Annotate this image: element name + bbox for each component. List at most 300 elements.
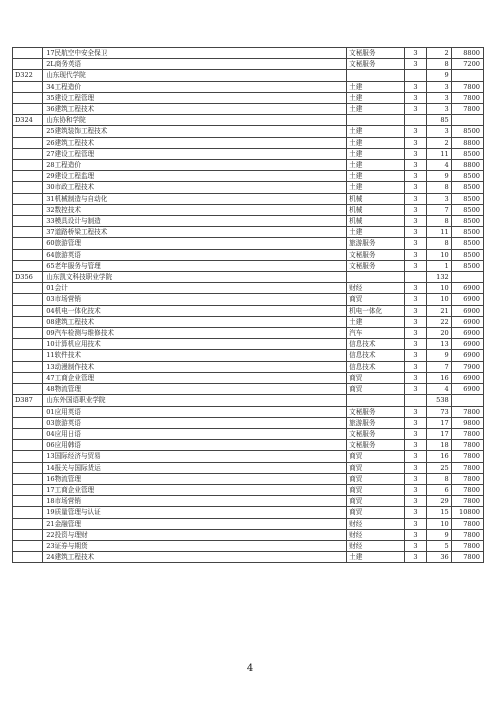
school-code-cell — [13, 238, 43, 249]
category-cell: 机电一体化 — [347, 305, 405, 316]
years-cell: 3 — [405, 182, 426, 193]
plan-count-cell: 29 — [426, 496, 451, 507]
tuition-fee-cell: 8500 — [451, 182, 483, 193]
years-cell: 3 — [405, 160, 426, 171]
school-code-cell — [13, 305, 43, 316]
table-row — [13, 171, 484, 182]
tuition-fee-cell: 8500 — [451, 260, 483, 271]
school-code-cell — [13, 372, 43, 383]
plan-count-cell: 7 — [426, 361, 451, 372]
name-cell: 31机械制造与自动化 — [43, 193, 347, 204]
category-cell: 汽车 — [347, 328, 405, 339]
category-cell: 文秘服务 — [347, 249, 405, 260]
category-cell: 商贸 — [347, 507, 405, 518]
category-cell — [347, 272, 405, 283]
school-code-cell — [13, 451, 43, 462]
plan-count-cell: 3 — [426, 92, 451, 103]
name-cell: 19质量管理与认证 — [43, 507, 347, 518]
years-cell: 3 — [405, 339, 426, 350]
name-cell: 13动漫制作技术 — [43, 361, 347, 372]
school-code-cell — [13, 552, 43, 563]
tuition-fee-cell: 9800 — [451, 417, 483, 428]
years-cell: 3 — [405, 294, 426, 305]
years-cell: 3 — [405, 216, 426, 227]
name-cell: 36建筑工程技术 — [43, 104, 347, 115]
category-cell: 文秘服务 — [347, 406, 405, 417]
school-code-cell — [13, 126, 43, 137]
school-code-cell — [13, 462, 43, 473]
name-cell: 60旅游管理 — [43, 238, 347, 249]
table-row — [13, 283, 484, 294]
name-cell: 21金融管理 — [43, 518, 347, 529]
table-row — [13, 496, 484, 507]
plan-count-cell: 8 — [426, 182, 451, 193]
tuition-fee-cell: 7800 — [451, 104, 483, 115]
tuition-fee-cell: 8800 — [451, 137, 483, 148]
category-cell: 财经 — [347, 540, 405, 551]
years-cell: 3 — [405, 249, 426, 260]
plan-count-cell: 3 — [426, 126, 451, 137]
years-cell: 3 — [405, 440, 426, 451]
school-code-cell — [13, 406, 43, 417]
school-code-cell — [13, 473, 43, 484]
category-cell: 土建 — [347, 137, 405, 148]
school-code-cell — [13, 171, 43, 182]
plan-count-cell: 8 — [426, 473, 451, 484]
category-cell: 土建 — [347, 104, 405, 115]
table-row — [13, 260, 484, 271]
tuition-fee-cell: 7800 — [451, 406, 483, 417]
tuition-fee-cell: 7800 — [451, 462, 483, 473]
name-cell: 14报关与国际货运 — [43, 462, 347, 473]
plan-count-cell: 22 — [426, 316, 451, 327]
years-cell — [405, 272, 426, 283]
years-cell: 3 — [405, 552, 426, 563]
plan-count-cell: 10 — [426, 283, 451, 294]
tuition-fee-cell: 8500 — [451, 193, 483, 204]
table-row — [13, 540, 484, 551]
years-cell: 3 — [405, 81, 426, 92]
plan-count-cell: 8 — [426, 59, 451, 70]
name-cell: 17民航空中安全保卫 — [43, 48, 347, 59]
plan-count-cell: 10 — [426, 518, 451, 529]
plan-count-cell: 16 — [426, 372, 451, 383]
tuition-fee-cell: 8500 — [451, 238, 483, 249]
plan-count-cell: 2 — [426, 137, 451, 148]
table-row — [13, 104, 484, 115]
school-code-cell — [13, 440, 43, 451]
school-code-cell — [13, 193, 43, 204]
category-cell: 商贸 — [347, 384, 405, 395]
years-cell: 3 — [405, 48, 426, 59]
table-row — [13, 81, 484, 92]
name-cell: 11软件技术 — [43, 350, 347, 361]
table-row — [13, 182, 484, 193]
tuition-fee-cell — [451, 115, 483, 126]
table-row-school — [13, 395, 484, 406]
name-cell: 65老年服务与管理 — [43, 260, 347, 271]
table-row — [13, 372, 484, 383]
name-cell: 24建筑工程技术 — [43, 552, 347, 563]
plan-count-cell: 9 — [426, 350, 451, 361]
category-cell: 财经 — [347, 283, 405, 294]
table-body — [13, 48, 484, 563]
table-row — [13, 507, 484, 518]
tuition-fee-cell — [451, 70, 483, 81]
years-cell: 3 — [405, 59, 426, 70]
years-cell: 3 — [405, 406, 426, 417]
category-cell: 文秘服务 — [347, 440, 405, 451]
plan-count-cell: 6 — [426, 484, 451, 495]
years-cell: 3 — [405, 148, 426, 159]
category-cell: 商贸 — [347, 473, 405, 484]
years-cell: 3 — [405, 227, 426, 238]
tuition-fee-cell: 8500 — [451, 249, 483, 260]
school-code-cell — [13, 104, 43, 115]
tuition-fee-cell: 6900 — [451, 350, 483, 361]
category-cell: 商贸 — [347, 462, 405, 473]
tuition-fee-cell: 7800 — [451, 81, 483, 92]
school-code-cell — [13, 148, 43, 159]
table-row — [13, 249, 484, 260]
tuition-fee-cell: 7800 — [451, 496, 483, 507]
name-cell: 13国际经济与贸易 — [43, 451, 347, 462]
table-row — [13, 361, 484, 372]
plan-count-cell: 1 — [426, 260, 451, 271]
name-cell: 18市场营销 — [43, 496, 347, 507]
school-code-cell — [13, 160, 43, 171]
tuition-fee-cell: 8800 — [451, 160, 483, 171]
table-row — [13, 305, 484, 316]
table-row — [13, 406, 484, 417]
tuition-fee-cell: 8500 — [451, 126, 483, 137]
school-code-cell: D356 — [13, 272, 43, 283]
years-cell: 3 — [405, 193, 426, 204]
tuition-fee-cell: 7800 — [451, 529, 483, 540]
plan-count-cell: 17 — [426, 417, 451, 428]
school-code-cell: D322 — [13, 70, 43, 81]
tuition-fee-cell: 10800 — [451, 507, 483, 518]
tuition-fee-cell: 7800 — [451, 518, 483, 529]
years-cell: 3 — [405, 204, 426, 215]
table-row — [13, 417, 484, 428]
plan-count-cell: 73 — [426, 406, 451, 417]
years-cell: 3 — [405, 484, 426, 495]
tuition-fee-cell: 8500 — [451, 148, 483, 159]
admissions-plan-table — [12, 47, 484, 563]
school-code-cell — [13, 294, 43, 305]
tuition-fee-cell: 7800 — [451, 540, 483, 551]
tuition-fee-cell: 7800 — [451, 552, 483, 563]
table-row — [13, 227, 484, 238]
school-code-cell — [13, 216, 43, 227]
name-cell: 17工商企业管理 — [43, 484, 347, 495]
category-cell: 商贸 — [347, 451, 405, 462]
plan-count-cell: 132 — [426, 272, 451, 283]
plan-count-cell: 10 — [426, 249, 451, 260]
table-row — [13, 92, 484, 103]
plan-count-cell: 5 — [426, 540, 451, 551]
plan-count-cell: 9 — [426, 171, 451, 182]
years-cell: 3 — [405, 372, 426, 383]
category-cell: 机械 — [347, 204, 405, 215]
name-cell: 29建设工程监理 — [43, 171, 347, 182]
category-cell: 土建 — [347, 126, 405, 137]
category-cell: 旅游服务 — [347, 238, 405, 249]
category-cell: 土建 — [347, 171, 405, 182]
plan-count-cell: 11 — [426, 227, 451, 238]
name-cell: 06应用韩语 — [43, 440, 347, 451]
category-cell: 文秘服务 — [347, 59, 405, 70]
category-cell: 商贸 — [347, 372, 405, 383]
school-code-cell — [13, 518, 43, 529]
tuition-fee-cell: 6900 — [451, 283, 483, 294]
years-cell: 3 — [405, 126, 426, 137]
tuition-fee-cell: 7200 — [451, 59, 483, 70]
category-cell: 土建 — [347, 182, 405, 193]
table-row — [13, 294, 484, 305]
name-cell: 山东协和学院 — [43, 115, 347, 126]
table-row — [13, 160, 484, 171]
category-cell: 土建 — [347, 227, 405, 238]
school-code-cell — [13, 227, 43, 238]
tuition-fee-cell: 7800 — [451, 473, 483, 484]
name-cell: 16物流管理 — [43, 473, 347, 484]
category-cell: 财经 — [347, 518, 405, 529]
category-cell: 机械 — [347, 216, 405, 227]
name-cell: 22投资与理财 — [43, 529, 347, 540]
plan-count-cell: 10 — [426, 294, 451, 305]
school-code-cell — [13, 361, 43, 372]
name-cell: 48物流管理 — [43, 384, 347, 395]
category-cell: 土建 — [347, 552, 405, 563]
school-code-cell — [13, 316, 43, 327]
tuition-fee-cell: 6900 — [451, 339, 483, 350]
category-cell: 土建 — [347, 160, 405, 171]
table-row — [13, 316, 484, 327]
table-row-school — [13, 70, 484, 81]
name-cell: 37道路桥梁工程技术 — [43, 227, 347, 238]
school-code-cell — [13, 350, 43, 361]
table-row — [13, 126, 484, 137]
name-cell: 23证券与期货 — [43, 540, 347, 551]
school-code-cell — [13, 384, 43, 395]
category-cell: 文秘服务 — [347, 260, 405, 271]
table-row — [13, 518, 484, 529]
plan-count-cell: 16 — [426, 451, 451, 462]
name-cell: 64旅游英语 — [43, 249, 347, 260]
table-row — [13, 238, 484, 249]
table-row — [13, 204, 484, 215]
table-row — [13, 384, 484, 395]
years-cell: 3 — [405, 417, 426, 428]
category-cell: 信息技术 — [347, 361, 405, 372]
name-cell: 山东外国语职业学院 — [43, 395, 347, 406]
table-row — [13, 193, 484, 204]
tuition-fee-cell: 7800 — [451, 440, 483, 451]
plan-count-cell: 20 — [426, 328, 451, 339]
plan-count-cell: 8 — [426, 238, 451, 249]
years-cell: 3 — [405, 283, 426, 294]
years-cell: 3 — [405, 350, 426, 361]
table-row — [13, 339, 484, 350]
name-cell: 10计算机应用技术 — [43, 339, 347, 350]
school-code-cell — [13, 339, 43, 350]
plan-count-cell: 9 — [426, 529, 451, 540]
years-cell — [405, 70, 426, 81]
category-cell: 土建 — [347, 316, 405, 327]
years-cell: 3 — [405, 451, 426, 462]
name-cell: 26建筑工程技术 — [43, 137, 347, 148]
name-cell: 30市政工程技术 — [43, 182, 347, 193]
name-cell: 2L商务英语 — [43, 59, 347, 70]
years-cell: 3 — [405, 462, 426, 473]
category-cell: 土建 — [347, 148, 405, 159]
category-cell — [347, 70, 405, 81]
school-code-cell — [13, 496, 43, 507]
category-cell: 土建 — [347, 92, 405, 103]
name-cell: 山东现代学院 — [43, 70, 347, 81]
years-cell: 3 — [405, 305, 426, 316]
school-code-cell — [13, 249, 43, 260]
table-row — [13, 216, 484, 227]
years-cell: 3 — [405, 518, 426, 529]
name-cell: 03旅游英语 — [43, 417, 347, 428]
tuition-fee-cell: 7800 — [451, 484, 483, 495]
tuition-fee-cell: 6900 — [451, 305, 483, 316]
table-row — [13, 451, 484, 462]
category-cell: 土建 — [347, 81, 405, 92]
plan-count-cell: 3 — [426, 104, 451, 115]
category-cell: 商贸 — [347, 496, 405, 507]
school-code-cell — [13, 529, 43, 540]
category-cell: 财经 — [347, 529, 405, 540]
tuition-fee-cell: 7800 — [451, 92, 483, 103]
school-code-cell — [13, 417, 43, 428]
name-cell: 47工商企业管理 — [43, 372, 347, 383]
plan-count-cell: 4 — [426, 384, 451, 395]
page-number: 4 — [246, 663, 254, 674]
tuition-fee-cell — [451, 395, 483, 406]
years-cell: 3 — [405, 540, 426, 551]
plan-count-cell: 2 — [426, 48, 451, 59]
table-row — [13, 137, 484, 148]
plan-count-cell: 538 — [426, 395, 451, 406]
school-code-cell — [13, 92, 43, 103]
table-row — [13, 440, 484, 451]
plan-count-cell: 3 — [426, 193, 451, 204]
tuition-fee-cell: 8500 — [451, 216, 483, 227]
tuition-fee-cell: 6900 — [451, 372, 483, 383]
name-cell: 山东凯文科技职业学院 — [43, 272, 347, 283]
tuition-fee-cell: 8500 — [451, 204, 483, 215]
name-cell: 01会计 — [43, 283, 347, 294]
category-cell — [347, 115, 405, 126]
school-code-cell — [13, 137, 43, 148]
school-code-cell — [13, 540, 43, 551]
plan-count-cell: 36 — [426, 552, 451, 563]
plan-count-cell: 17 — [426, 428, 451, 439]
years-cell — [405, 115, 426, 126]
years-cell: 3 — [405, 496, 426, 507]
school-code-cell — [13, 283, 43, 294]
years-cell: 3 — [405, 507, 426, 518]
years-cell: 3 — [405, 328, 426, 339]
tuition-fee-cell: 6900 — [451, 328, 483, 339]
name-cell: 09汽车检测与维修技术 — [43, 328, 347, 339]
years-cell: 3 — [405, 473, 426, 484]
category-cell: 商贸 — [347, 484, 405, 495]
years-cell: 3 — [405, 428, 426, 439]
name-cell: 01应用英语 — [43, 406, 347, 417]
years-cell: 3 — [405, 171, 426, 182]
table-row-school — [13, 272, 484, 283]
school-code-cell — [13, 260, 43, 271]
name-cell: 32数控技术 — [43, 204, 347, 215]
category-cell: 机械 — [347, 193, 405, 204]
tuition-fee-cell: 8500 — [451, 227, 483, 238]
name-cell: 04机电一体化技术 — [43, 305, 347, 316]
plan-count-cell: 9 — [426, 70, 451, 81]
tuition-fee-cell — [451, 272, 483, 283]
plan-count-cell: 7 — [426, 204, 451, 215]
table-row — [13, 473, 484, 484]
name-cell: 04应用日语 — [43, 428, 347, 439]
school-code-cell — [13, 48, 43, 59]
plan-count-cell: 4 — [426, 160, 451, 171]
tuition-fee-cell: 7800 — [451, 451, 483, 462]
name-cell: 28工程造价 — [43, 160, 347, 171]
school-code-cell — [13, 328, 43, 339]
school-code-cell — [13, 484, 43, 495]
category-cell: 信息技术 — [347, 339, 405, 350]
plan-count-cell: 15 — [426, 507, 451, 518]
tuition-fee-cell: 6900 — [451, 294, 483, 305]
years-cell: 3 — [405, 92, 426, 103]
tuition-fee-cell: 6900 — [451, 384, 483, 395]
table-row — [13, 328, 484, 339]
name-cell: 34工程造价 — [43, 81, 347, 92]
category-cell: 信息技术 — [347, 350, 405, 361]
tuition-fee-cell: 6900 — [451, 316, 483, 327]
table-row — [13, 462, 484, 473]
name-cell: 27建设工程管理 — [43, 148, 347, 159]
school-code-cell — [13, 81, 43, 92]
years-cell: 3 — [405, 137, 426, 148]
table-row — [13, 48, 484, 59]
school-code-cell — [13, 507, 43, 518]
school-code-cell — [13, 204, 43, 215]
name-cell: 25建筑装饰工程技术 — [43, 126, 347, 137]
school-code-cell — [13, 59, 43, 70]
school-code-cell — [13, 182, 43, 193]
years-cell: 3 — [405, 316, 426, 327]
plan-count-cell: 18 — [426, 440, 451, 451]
category-cell: 商贸 — [347, 294, 405, 305]
tuition-fee-cell: 8500 — [451, 171, 483, 182]
plan-count-cell: 11 — [426, 148, 451, 159]
category-cell: 文秘服务 — [347, 428, 405, 439]
category-cell: 文秘服务 — [347, 48, 405, 59]
years-cell: 3 — [405, 361, 426, 372]
plan-count-cell: 8 — [426, 216, 451, 227]
school-code-cell: D387 — [13, 395, 43, 406]
plan-count-cell: 85 — [426, 115, 451, 126]
tuition-fee-cell: 7800 — [451, 428, 483, 439]
table-row — [13, 59, 484, 70]
plan-count-cell: 3 — [426, 81, 451, 92]
table-row — [13, 552, 484, 563]
